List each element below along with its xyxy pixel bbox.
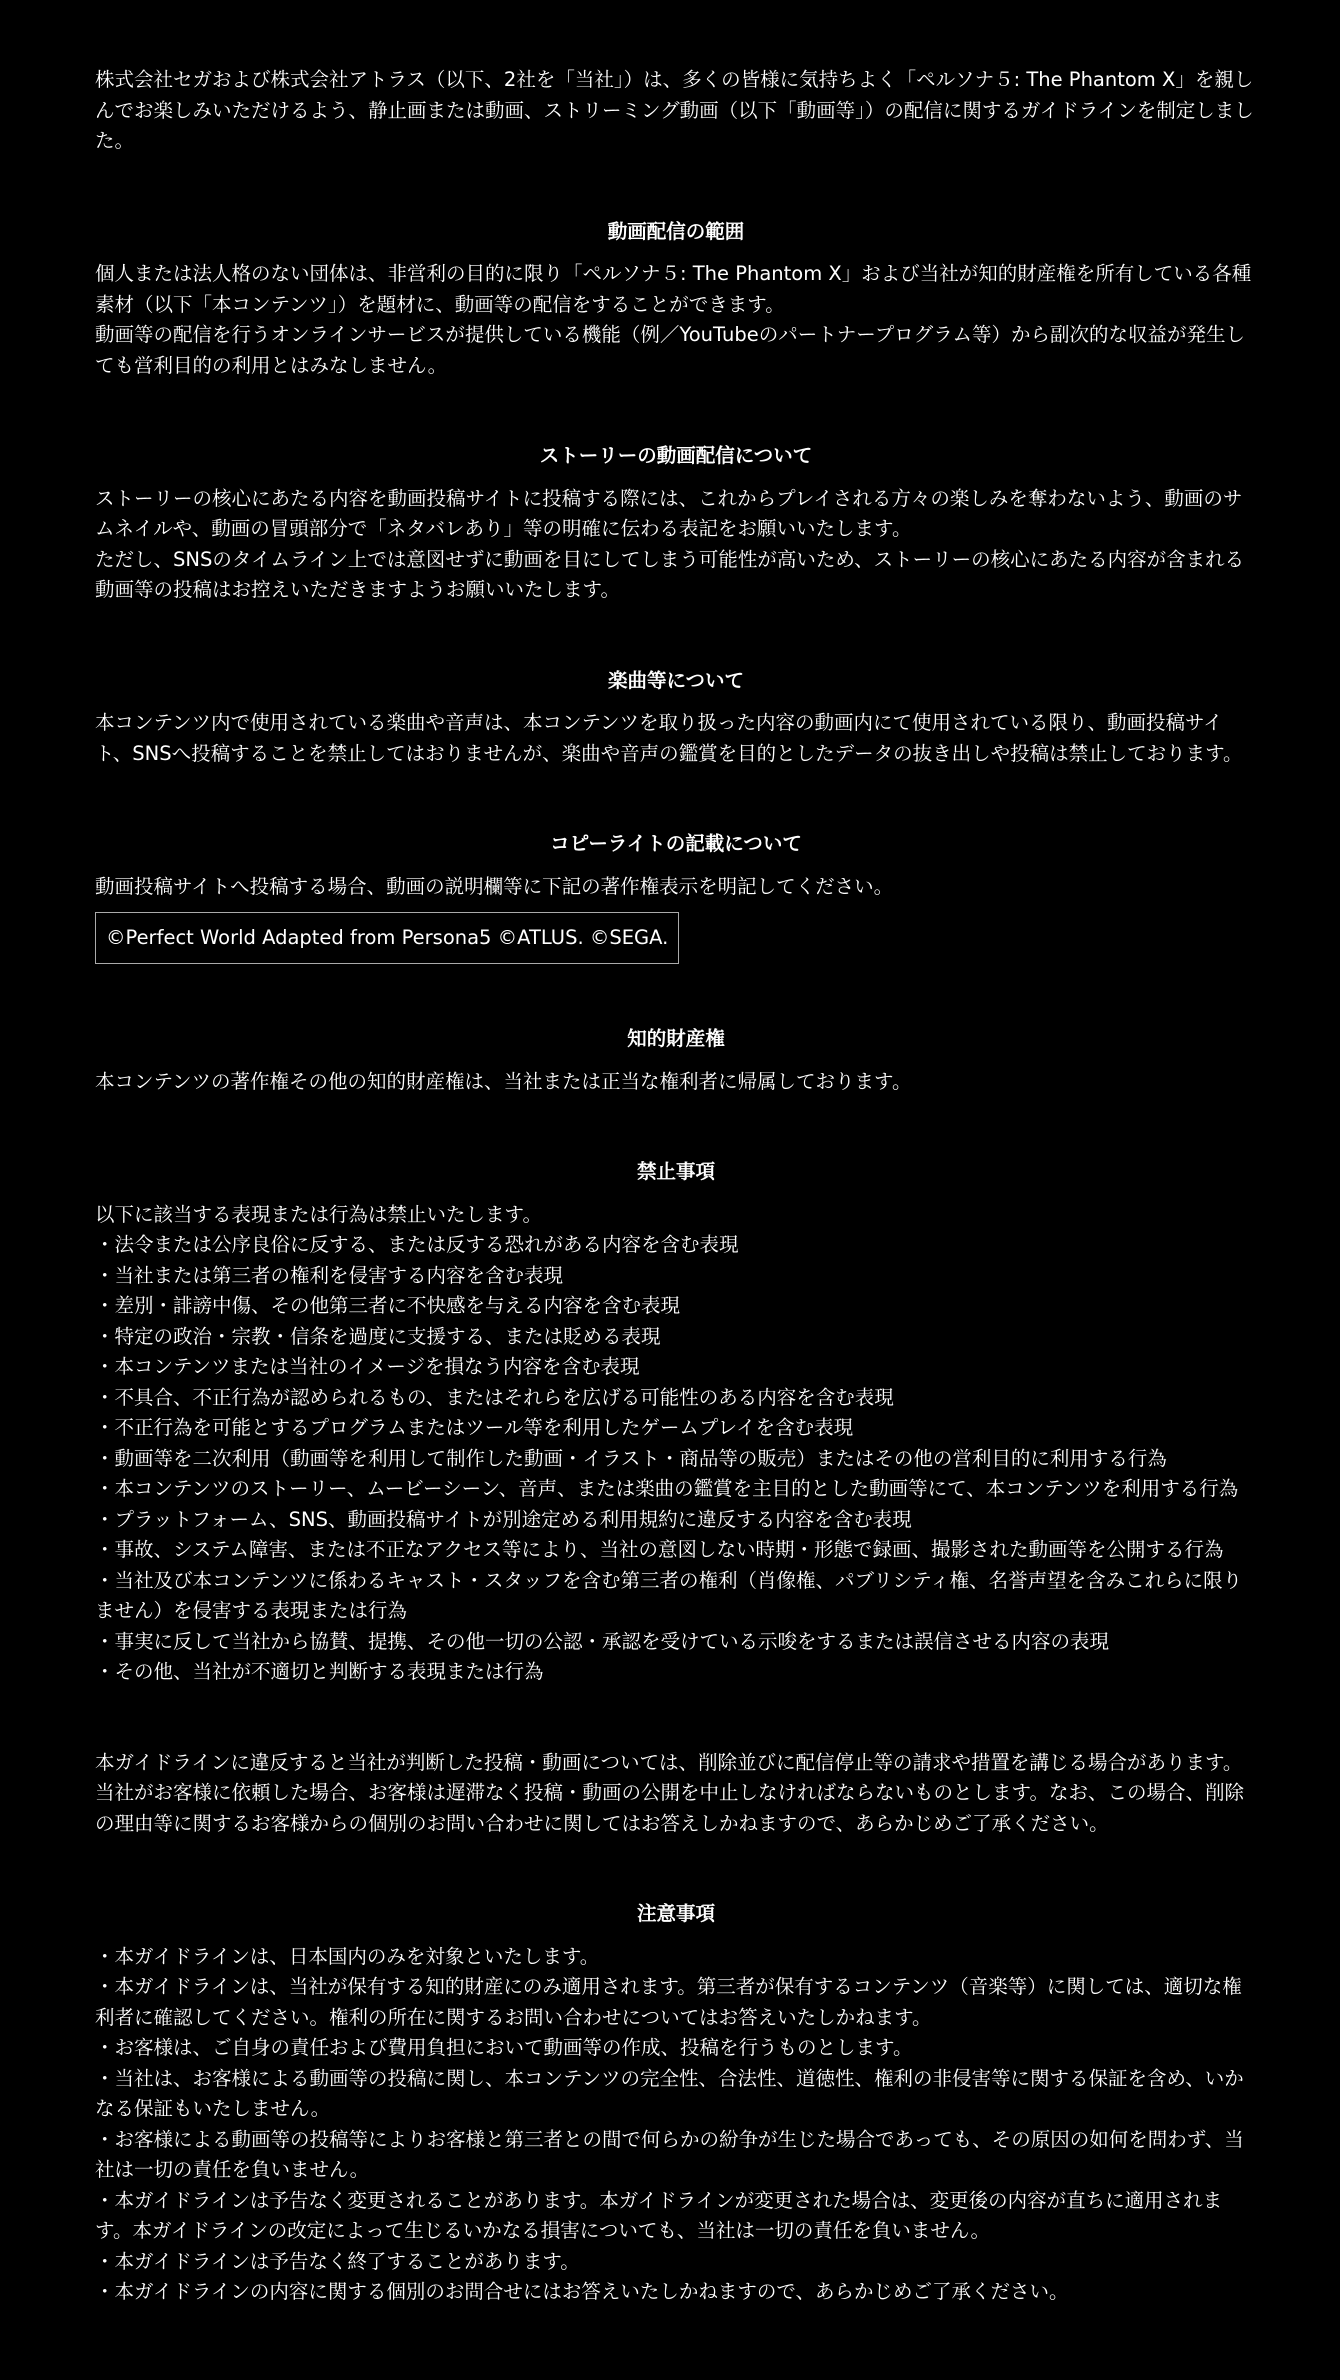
scope-paragraph-1: 個人または法人格のない団体は、非営利の目的に限り「ペルソナ５: The Phantom X」および当社が知的財産権を所有している各種素材（以下「本コンテンツ」）を題材に、動画等の配信をすることができます。 [95,262,1252,316]
section-heading-scope: 動画配信の範囲 [607,219,745,243]
prohibited-item: ・事故、システム障害、または不正なアクセス等により、当社の意図しない時期・形態で録画、撮影された動画等を公開する行為 [95,1538,1224,1561]
prohibited-item: ・不具合、不正行為が認められるもの、またはそれらを広げる可能性のある内容を含む表現 [95,1385,894,1409]
prohibited-item: ・法令または公序良俗に反する、または反する恐れがある内容を含む表現 [95,1233,739,1256]
notes-item: ・お客様は、ご自身の責任および費用負担において動画等の作成、投稿を行うものとします。 [95,2036,913,2059]
section-heading-story: ストーリーの動画配信について [539,444,813,467]
prohibited-item: ・本コンテンツまたは当社のイメージを損なう内容を含む表現 [95,1355,640,1378]
prohibited-item: ・動画等を二次利用（動画等を利用して制作した動画・イラスト・商品等の販売）またはその他の営利目的に利用する行為 [95,1446,1167,1470]
intro-paragraph: 株式会社セガおよび株式会社アトラス（以下、2社を「当社」）は、多くの皆様に気持ちよく「ペルソナ５: The Phantom X」を親しんでお楽しみいただけるよう、静止画または動画、ストリーミング動画（以下「動画等」）の配信に関するガイドラインを制定しました。 [95,68,1254,152]
violation-paragraph: 本ガイドラインに違反すると当社が判断した投稿・動画については、削除並びに配信停止等の請求や措置を講じる場合があります。当社がお客様に依頼した場合、お客様は遅滞なく投稿・動画の公開を中止しなければならないものとします。なお、この場合、削除の理由等に関するお客様からの個別のお問い合わせに関してはお答えしかねますので、あらかじめご了承ください。 [95,1750,1244,1835]
notes-item: ・本ガイドラインは予告なく変更されることがあります。本ガイドラインが変更された場合は、変更後の内容が直ちに適用されます。本ガイドラインの改定によって生じるいかなる損害についても、当社は一切の責任を負いません。 [95,2188,1223,2242]
prohibited-list [95,1230,1257,1688]
prohibited-item: ・差別・誹謗中傷、その他第三者に不快感を与える内容を含む表現 [95,1294,681,1317]
section-heading-copyright: コピーライトの記載について [550,832,802,855]
section-heading-ip: 知的財産権 [627,1027,725,1050]
section-heading-notes: 注意事項 [636,1902,715,1925]
section-notes [95,1899,1257,2308]
prohibited-item: ・事実に反して当社から協賛、提携、その他一切の公認・承認を受けている示唆をするまたは誤信させる内容の表現 [95,1629,1110,1653]
notes-item: ・本ガイドラインは、当社が保有する知的財産にのみ適用されます。第三者が保有するコンテンツ（音楽等）に関しては、適切な権利者に確認してください。権利の所在に関するお問い合わせについてはお答えいたしかねます。 [95,1975,1242,2029]
prohibited-item: ・当社または第三者の権利を侵害する内容を含む表現 [95,1263,564,1287]
prohibited-item: ・特定の政治・宗教・信条を過度に支援する、または貶める表現 [95,1324,661,1348]
section-ip [95,1024,1257,1097]
ip-paragraph: 本コンテンツの著作権その他の知的財産権は、当社または正当な権利者に帰属しております。 [95,1069,912,1093]
notes-list [95,1942,1257,2308]
notes-item: ・お客様による動画等の投稿等によりお客様と第三者との間で何らかの紛争が生じた場合であっても、その原因の如何を問わず、当社は一切の責任を負いません。 [95,2127,1244,2181]
section-heading-prohibited: 禁止事項 [636,1160,715,1183]
music-paragraph: 本コンテンツ内で使用されている楽曲や音声は、本コンテンツを取り扱った内容の動画内にて使用されている限り、動画投稿サイト、SNSへ投稿することを禁止してはおりませんが、楽曲や音声の鑑賞を目的としたデータの抜き出しや投稿は禁止しております。 [95,711,1243,765]
section-prohibited [95,1157,1257,1688]
section-heading-music: 楽曲等について [607,668,745,692]
prohibited-lead: 以下に該当する表現または行為は禁止いたします。 [95,1202,542,1226]
copyright-paragraph: 動画投稿サイトへ投稿する場合、動画の説明欄等に下記の著作権表示を明記してください。 [95,874,894,898]
story-paragraph-2: ただし、SNSのタイムライン上では意図せずに動画を目にしてしまう可能性が高いため、ストーリーの核心にあたる内容が含まれる動画等の投稿はお控えいただきますようお願いいたします。 [95,547,1245,601]
section-music [95,666,1257,770]
scope-paragraph-2: 動画等の配信を行うオンラインサービスが提供している機能（例／YouTubeのパートナープログラム等）から副次的な収益が発生しても営利目的の利用とはみなしません。 [95,323,1246,377]
guideline-content [95,65,1257,2308]
copyright-notice-text: ©Perfect World Adapted from Persona5 ©ATLUS. ©SEGA. [106,926,669,949]
notes-item: ・当社は、お客様による動画等の投稿に関し、本コンテンツの完全性、合法性、道徳性、権利の非侵害等に関する保証を含め、いかなる保証もいたしません。 [95,2066,1244,2120]
prohibited-item: ・本コンテンツのストーリー、ムービーシーン、音声、または楽曲の鑑賞を主目的とした動画等にて、本コンテンツを利用する行為 [95,1477,1239,1500]
notes-item: ・本ガイドラインは予告なく終了することがあります。 [95,2249,580,2273]
copyright-notice-box [95,912,679,964]
prohibited-item: ・当社及び本コンテンツに係わるキャスト・スタッフを含む第三者の権利（肖像権、パブリシティ権、名誉声望を含みこれらに限りません）を侵害する表現または行為 [95,1568,1243,1622]
story-paragraph-1: ストーリーの核心にあたる内容を動画投稿サイトに投稿する際には、これからプレイされる方々の楽しみを奪わないよう、動画のサムネイルや、動画の冒頭部分で「ネタバレあり」等の明確に伝わる表記をお願いいたします。 [95,486,1243,540]
notes-item: ・本ガイドラインは、日本国内のみを対象といたします。 [95,1944,600,1968]
section-violation [95,1748,1257,1840]
section-scope [95,217,1257,382]
prohibited-item: ・その他、当社が不適切と判断する表現または行為 [95,1660,544,1683]
section-copyright [95,829,1257,964]
section-story [95,441,1257,606]
notes-item: ・本ガイドラインの内容に関する個別のお問合せにはお答えいたしかねますので、あらかじめご了承ください。 [95,2280,1069,2303]
prohibited-item: ・プラットフォーム、SNS、動画投稿サイトが別途定める利用規約に違反する内容を含む表現 [95,1507,912,1531]
prohibited-item: ・不正行為を可能とするプログラムまたはツール等を利用したゲームプレイを含む表現 [95,1416,854,1439]
